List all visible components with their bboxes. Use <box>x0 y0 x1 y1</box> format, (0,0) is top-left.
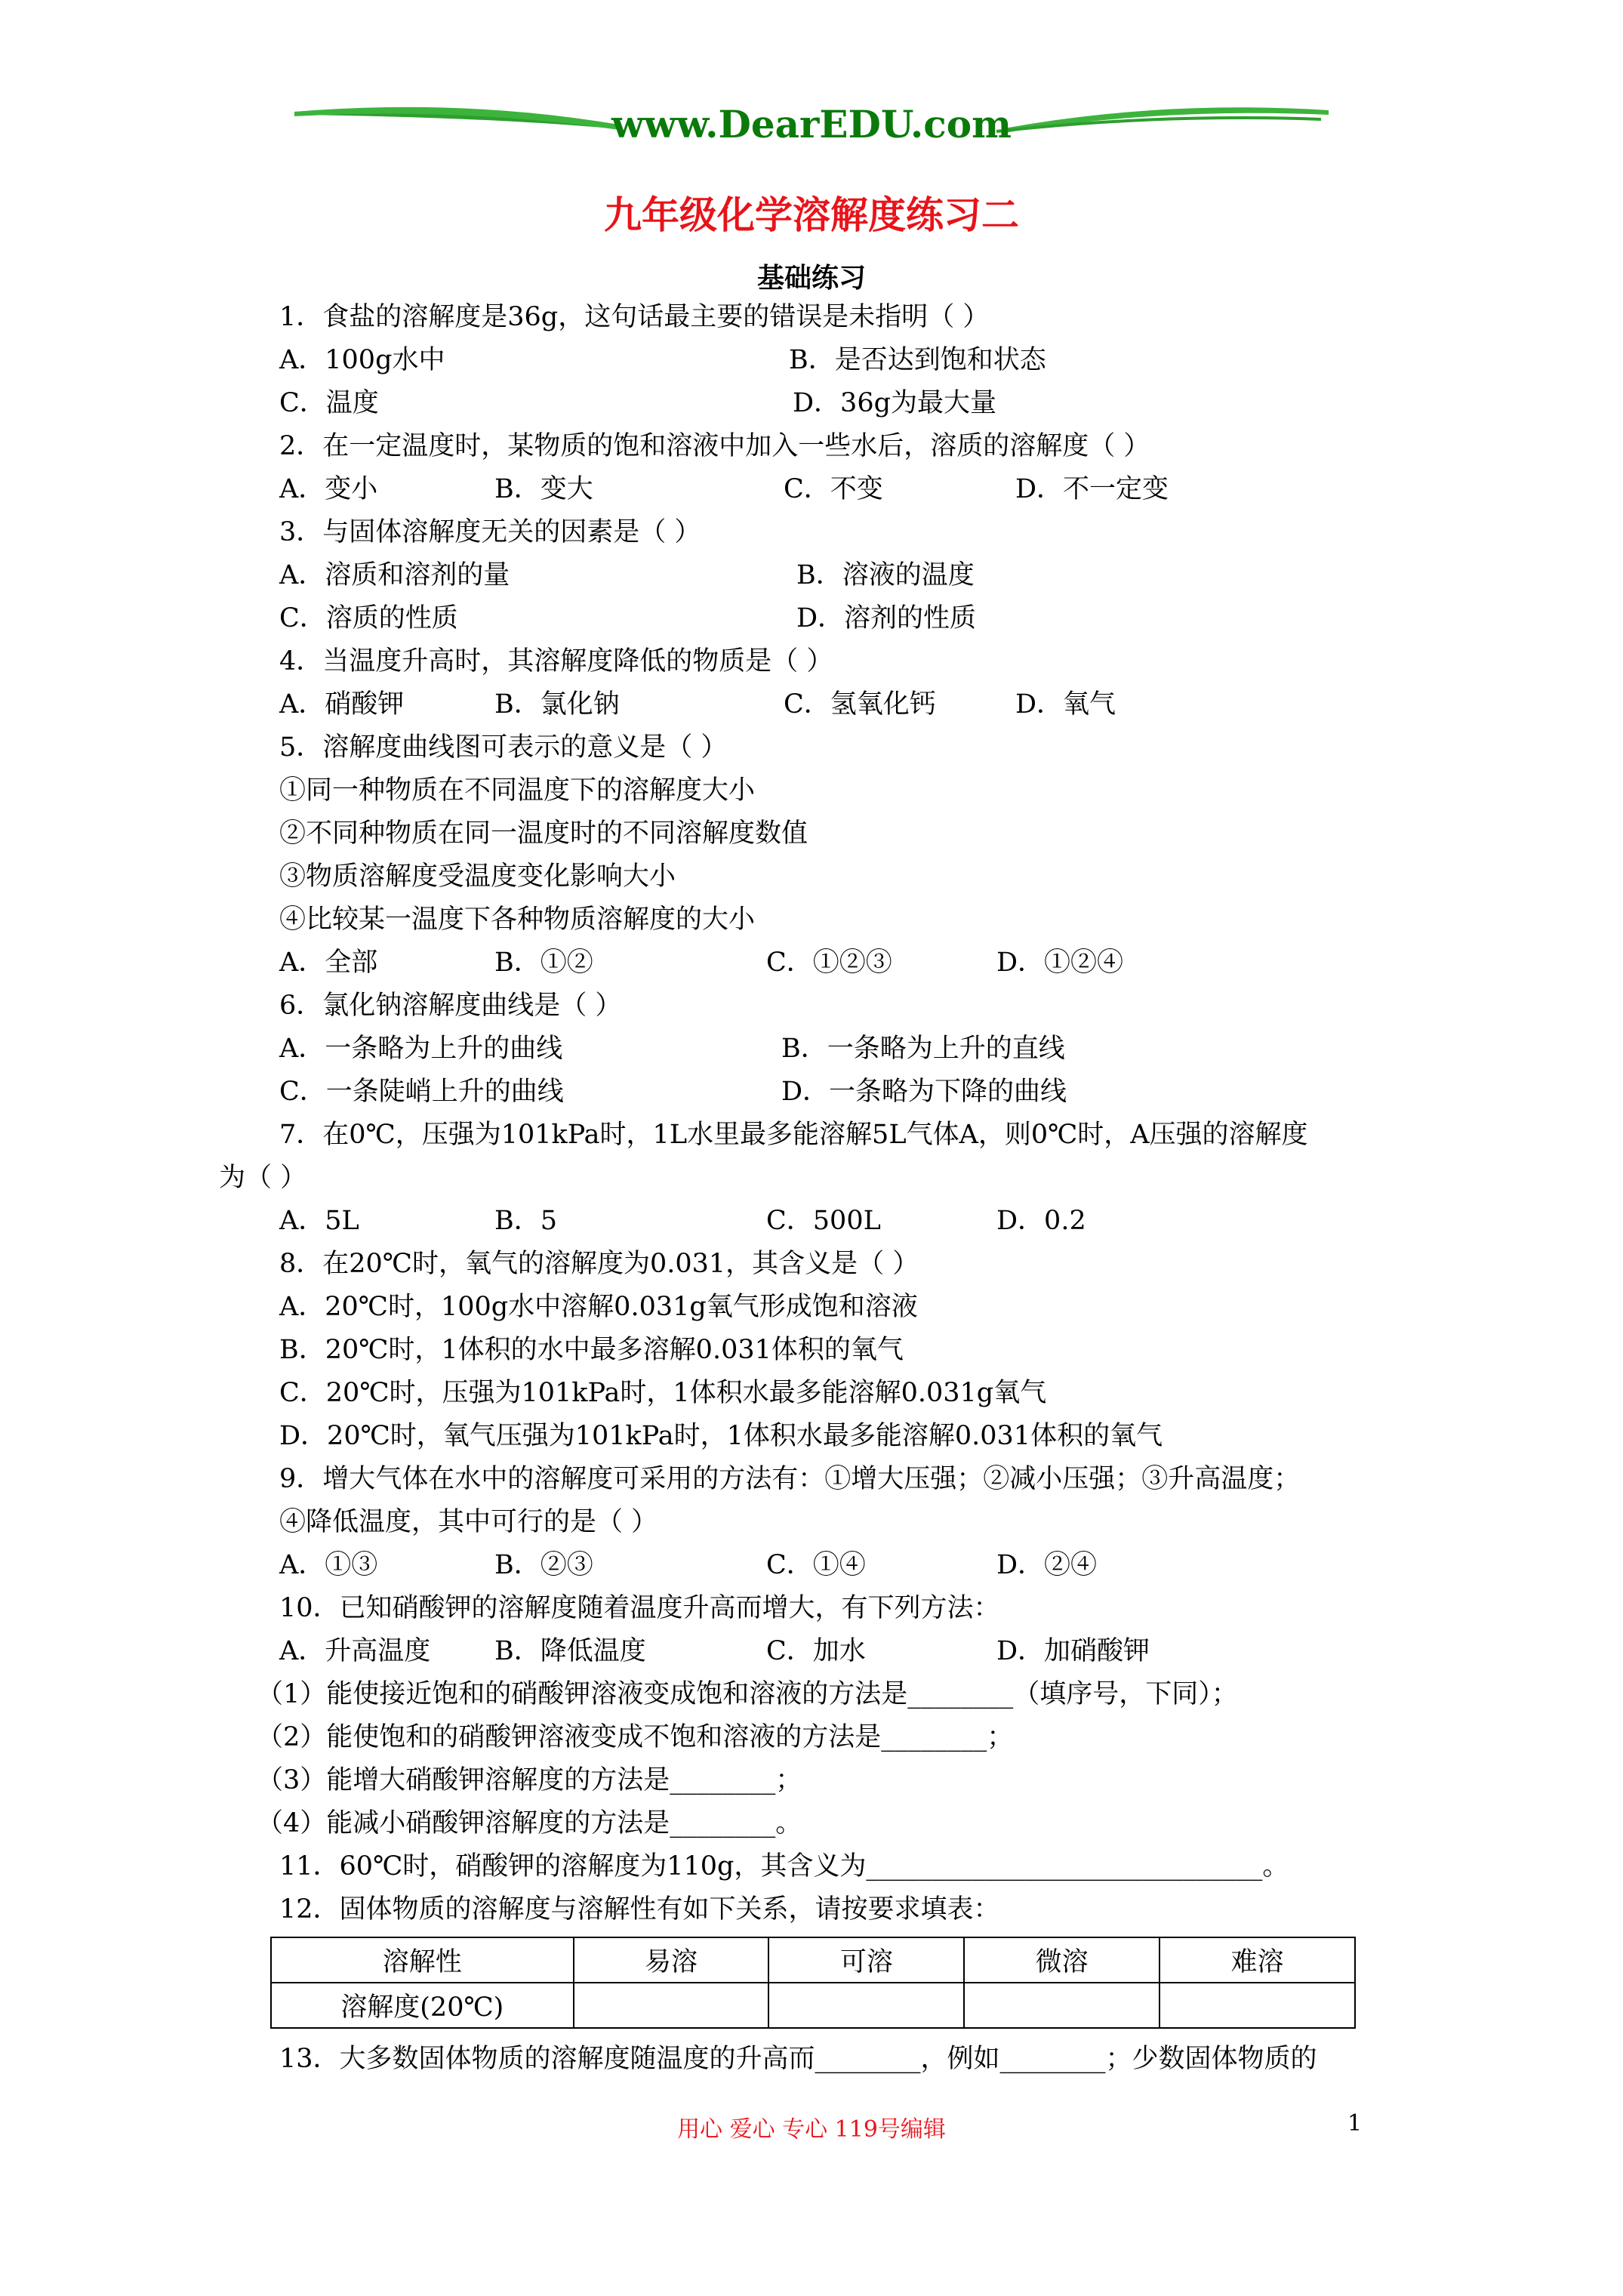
footer-text: 用心 爱心 专心 119号编辑 <box>677 2116 946 2143</box>
text-line: D．0.2 <box>996 1206 1086 1236</box>
text-line: 2．在一定温度时，某物质的饱和溶液中加入一些水后，溶质的溶解度（ ） <box>279 431 1150 461</box>
text-line: A．100g水中 <box>279 345 445 375</box>
table-cell-empty <box>768 1983 964 2028</box>
text-line: C．氢氧化钙 <box>784 689 936 720</box>
text-line: 10．已知硝酸钾的溶解度随着温度升高而增大，有下列方法： <box>279 1593 1000 1623</box>
text-line: A．20℃时，100g水中溶解0.031g氧气形成饱和溶液 <box>279 1292 918 1322</box>
text-line: 9．增大气体在水中的溶解度可采用的方法有：①增大压强；②减小压强；③升高温度； <box>279 1464 1301 1494</box>
table-cell-empty <box>964 1983 1160 2028</box>
text-line: （4）能减小硝酸钾溶解度的方法是________。 <box>257 1808 802 1838</box>
text-line: C．溶质的性质 <box>279 603 458 633</box>
text-line: C．一条陡峭上升的曲线 <box>279 1077 564 1107</box>
text-line: 11．60℃时，硝酸钾的溶解度为110g，其含义为______________________________。 <box>279 1851 1289 1881</box>
text-line: D．溶剂的性质 <box>796 603 977 633</box>
text-line: ①同一种物质在不同温度下的溶解度大小 <box>279 775 756 806</box>
text-line: 3．与固体溶解度无关的因素是（ ） <box>279 517 701 547</box>
table-cell: 溶解性 <box>271 1937 574 1983</box>
text-line: ④比较某一温度下各种物质溶解度的大小 <box>279 905 756 935</box>
text-line: B．5 <box>494 1206 557 1236</box>
table-header-row <box>271 1937 1355 1983</box>
text-line: 1．食盐的溶解度是36g，这句话最主要的错误是未指明（ ） <box>279 302 990 332</box>
text-line: 为（ ） <box>219 1163 307 1193</box>
text-line: D．36g为最大量 <box>793 388 997 418</box>
text-line: C．①④ <box>766 1550 866 1580</box>
text-line: 12．固体物质的溶解度与溶解性有如下关系，请按要求填表： <box>279 1894 1000 1925</box>
table-cell: 易溶 <box>574 1937 769 1983</box>
text-line: （2）能使饱和的硝酸钾溶液变成不饱和溶液的方法是________； <box>257 1722 1014 1752</box>
page-title: 九年级化学溶解度练习二 <box>604 193 1019 237</box>
table-cell-empty <box>1160 1983 1355 2028</box>
text-line: （3）能增大硝酸钾溶解度的方法是________； <box>257 1765 802 1795</box>
text-line: C．不变 <box>784 474 883 504</box>
text-line: A．①③ <box>279 1550 378 1580</box>
text-line: D．氧气 <box>1015 689 1116 720</box>
table-cell: 可溶 <box>768 1937 964 1983</box>
text-line: B．②③ <box>494 1550 593 1580</box>
site-name: www.DearEDU.com <box>611 102 1012 146</box>
text-line: （1）能使接近饱和的硝酸钾溶液变成饱和溶液的方法是________（填序号，下同）； <box>257 1679 1238 1709</box>
text-line: A．全部 <box>279 948 378 978</box>
text-line: A．溶质和溶剂的量 <box>279 560 510 590</box>
table-cell-empty <box>574 1983 769 2028</box>
text-line: 8．在20℃时，氧气的溶解度为0.031，其含义是（ ） <box>279 1249 919 1279</box>
text-line: B．20℃时，1体积的水中最多溶解0.031体积的氧气 <box>279 1335 904 1365</box>
text-line: 13．大多数固体物质的溶解度随温度的升高而________，例如________；少数固体物质的 <box>279 2044 1317 2074</box>
solubility-table <box>270 1937 1356 2029</box>
text-line: D．②④ <box>996 1550 1098 1580</box>
text-line: B．变大 <box>494 474 593 504</box>
text-line: A．升高温度 <box>279 1636 431 1666</box>
text-line: C．①②③ <box>766 948 892 978</box>
page-number: 1 <box>1347 2110 1363 2137</box>
text-line: B．是否达到饱和状态 <box>789 345 1046 375</box>
text-line: B．①② <box>494 948 593 978</box>
text-line: A．5L <box>279 1206 359 1236</box>
text-line: B．一条略为上升的直线 <box>781 1034 1065 1064</box>
text-line: A．一条略为上升的曲线 <box>279 1034 563 1064</box>
text-line: 4．当温度升高时，其溶解度降低的物质是（ ） <box>279 646 833 676</box>
text-line: B．溶液的温度 <box>796 560 975 590</box>
text-line: B．氯化钠 <box>494 689 620 720</box>
text-line: D．不一定变 <box>1015 474 1169 504</box>
text-line: D．加硝酸钾 <box>996 1636 1150 1666</box>
text-line: D．20℃时，氧气压强为101kPa时，1体积水最多能溶解0.031体积的氧气 <box>279 1421 1163 1451</box>
text-line: ②不同种物质在同一温度时的不同溶解度数值 <box>279 818 808 849</box>
text-line: ④降低温度，其中可行的是（ ） <box>279 1507 658 1537</box>
text-line: ③物质溶解度受温度变化影响大小 <box>279 861 676 892</box>
table-cell: 微溶 <box>964 1937 1160 1983</box>
text-line: 7．在0℃，压强为101kPa时，1L水里最多能溶解5L气体A，则0℃时，A压强的溶解度 <box>279 1120 1308 1150</box>
table-cell: 难溶 <box>1160 1937 1355 1983</box>
site-logo <box>294 83 1329 166</box>
text-line: C．温度 <box>279 388 379 418</box>
text-line: B．降低温度 <box>494 1636 646 1666</box>
text-line: 5．溶解度曲线图可表示的意义是（ ） <box>279 732 728 763</box>
text-line: 6．氯化钠溶解度曲线是（ ） <box>279 991 622 1021</box>
section-title: 基础练习 <box>756 262 866 294</box>
text-line: C．加水 <box>766 1636 866 1666</box>
text-line: A．变小 <box>279 474 378 504</box>
text-line: D．一条略为下降的曲线 <box>781 1077 1067 1107</box>
text-line: C．20℃时，压强为101kPa时，1体积水最多能溶解0.031g氧气 <box>279 1378 1047 1408</box>
text-line: D．①②④ <box>996 948 1124 978</box>
table-row-label: 溶解度(20℃) <box>271 1983 574 2028</box>
text-line: C．500L <box>766 1206 881 1236</box>
table-row <box>271 1983 1355 2028</box>
text-line: A．硝酸钾 <box>279 689 405 720</box>
